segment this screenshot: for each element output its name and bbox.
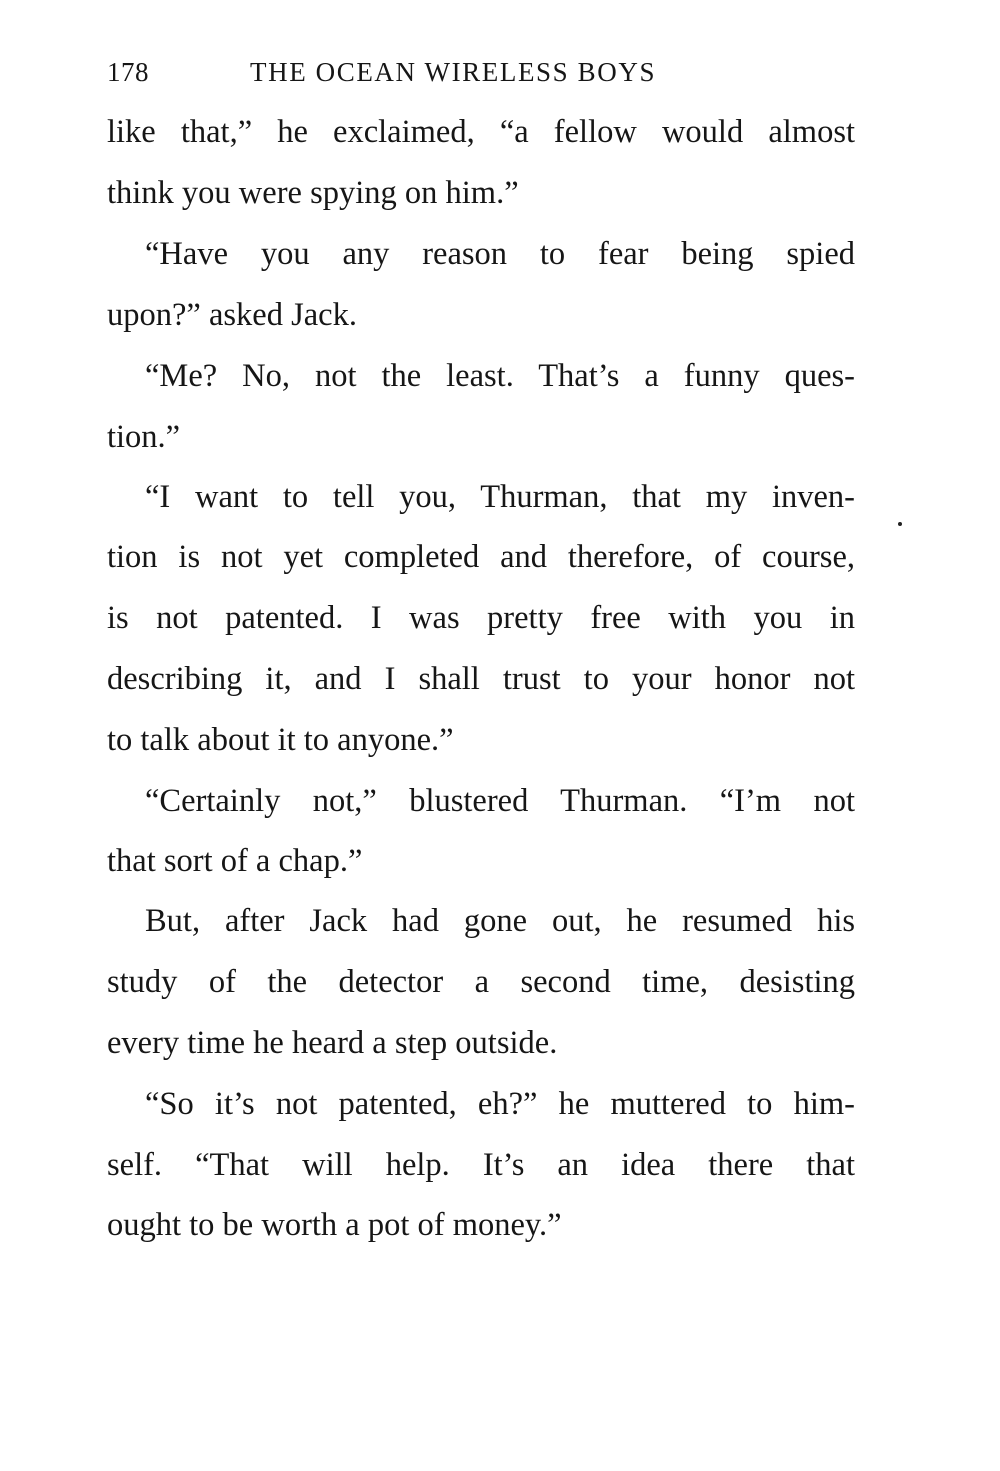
text-line: “So it’s not patented, eh?” he muttered to him- (145, 1086, 855, 1122)
text-line: self. “That will help. It’s an idea there that (107, 1147, 855, 1183)
text-line: every time he heard a step outside. (107, 1025, 558, 1061)
print-speck (898, 522, 902, 526)
text-line: But, after Jack had gone out, he resumed his (145, 903, 855, 939)
text-line: “Me? No, not the least. That’s a funny ques- (145, 358, 855, 394)
text-line: upon?” asked Jack. (107, 297, 357, 333)
text-line: ought to be worth a pot of money.” (107, 1207, 562, 1243)
text-line: is not patented. I was pretty free with you in (107, 600, 855, 636)
text-line: that sort of a chap.” (107, 843, 363, 879)
text-line: think you were spying on him.” (107, 175, 519, 211)
text-line: study of the detector a second time, desisting (107, 964, 855, 1000)
text-line: describing it, and I shall trust to your honor not (107, 661, 855, 697)
text-line: “Have you any reason to fear being spied (145, 236, 855, 272)
text-line: tion.” (107, 419, 181, 455)
text-line: to talk about it to anyone.” (107, 722, 454, 758)
page-number: 178 (107, 57, 149, 87)
book-title: THE OCEAN WIRELESS BOYS (250, 57, 657, 87)
running-header (107, 52, 855, 92)
text-line: “I want to tell you, Thurman, that my inven- (145, 479, 855, 515)
text-line: “Certainly not,” blustered Thurman. “I’m not (145, 783, 855, 819)
text-line: like that,” he exclaimed, “a fellow would almost (107, 114, 855, 150)
text-line: tion is not yet completed and therefore, of course, (107, 539, 855, 575)
